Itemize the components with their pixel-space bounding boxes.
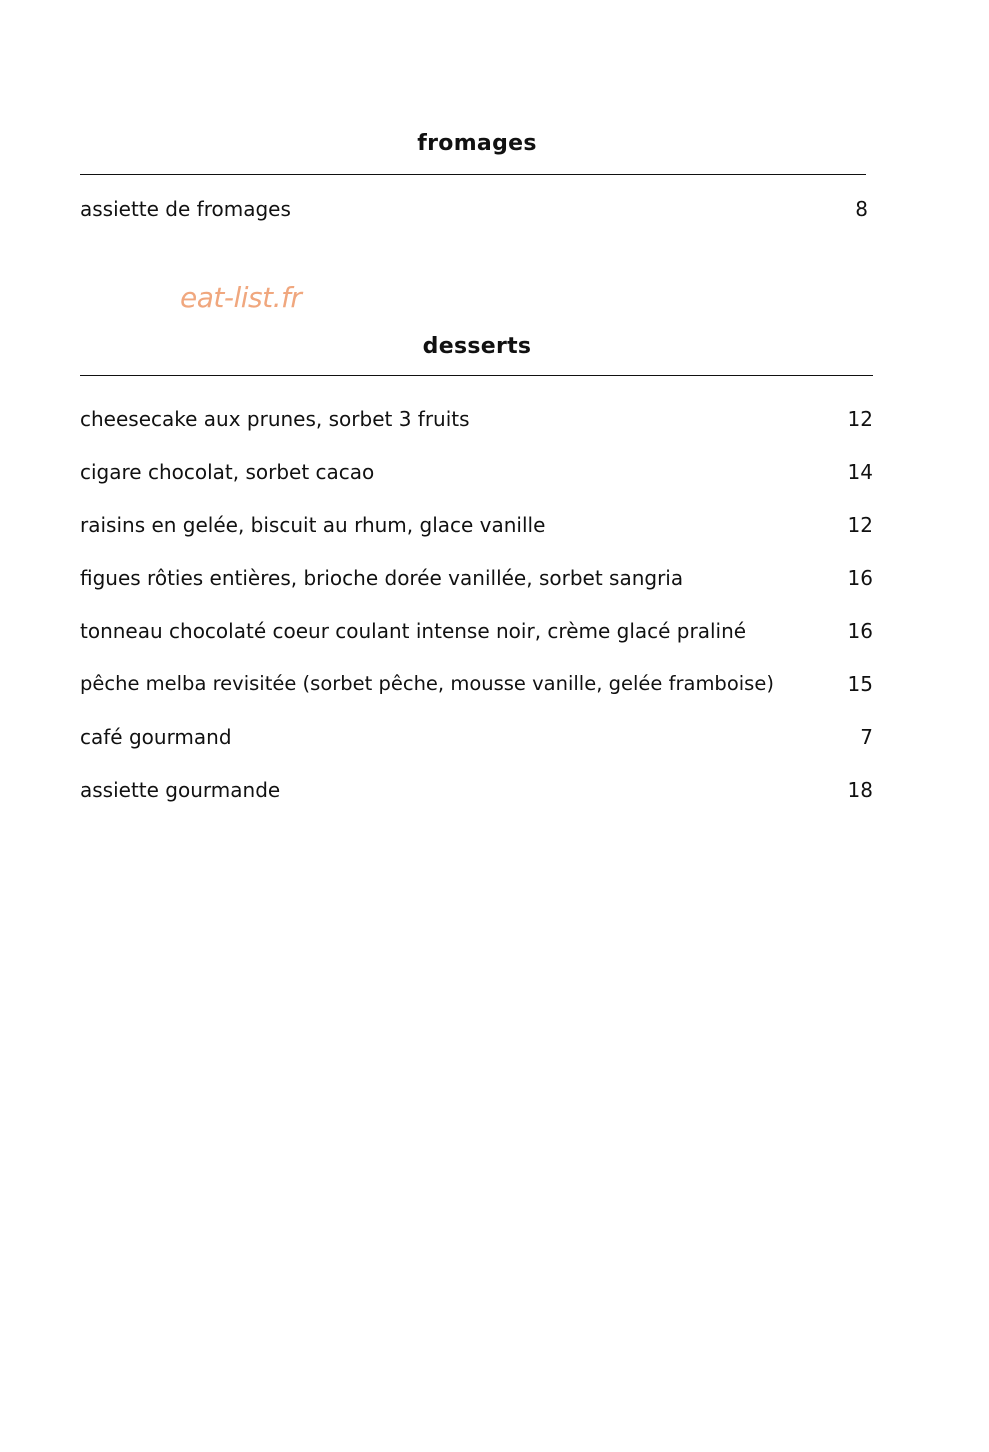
menu-item-price: 12 xyxy=(847,407,873,431)
menu-item-price: 16 xyxy=(847,566,873,590)
menu-item-price: 8 xyxy=(855,197,868,221)
section-title-fromages: fromages xyxy=(417,131,537,156)
section-divider-desserts xyxy=(80,375,873,376)
menu-item xyxy=(80,617,873,645)
menu-item-price: 7 xyxy=(860,725,873,749)
menu-item-name: café gourmand xyxy=(80,725,232,749)
menu-item-price: 12 xyxy=(847,513,873,537)
menu-item xyxy=(80,195,868,223)
menu-item-name: cheesecake aux prunes, sorbet 3 fruits xyxy=(80,407,470,431)
menu-item-price: 18 xyxy=(847,778,873,802)
menu-item xyxy=(80,405,873,433)
menu-item xyxy=(80,723,873,751)
menu-item xyxy=(80,564,873,592)
watermark-logo: eat-list.fr xyxy=(180,281,302,314)
menu-item-price: 15 xyxy=(847,672,873,696)
menu-item-name: tonneau chocolaté coeur coulant intense noir, crème glacé praliné xyxy=(80,619,747,643)
menu-item-name: assiette de fromages xyxy=(80,197,291,221)
menu-item-name: cigare chocolat, sorbet cacao xyxy=(80,460,375,484)
menu-item xyxy=(80,776,873,804)
menu-item xyxy=(80,511,873,539)
menu-item xyxy=(80,670,873,698)
section-title-desserts: desserts xyxy=(422,334,532,359)
menu-item-name: raisins en gelée, biscuit au rhum, glace vanille xyxy=(80,513,546,537)
section-divider-fromages xyxy=(80,174,866,175)
menu-item xyxy=(80,458,873,486)
menu-item-name: assiette gourmande xyxy=(80,778,281,802)
menu-item-name: figues rôties entières, brioche dorée vanillée, sorbet sangria xyxy=(80,566,684,590)
menu-item-price: 16 xyxy=(847,619,873,643)
menu-item-price: 14 xyxy=(847,460,873,484)
menu-item-name: pêche melba revisitée (sorbet pêche, mousse vanille, gelée framboise) xyxy=(80,672,774,695)
